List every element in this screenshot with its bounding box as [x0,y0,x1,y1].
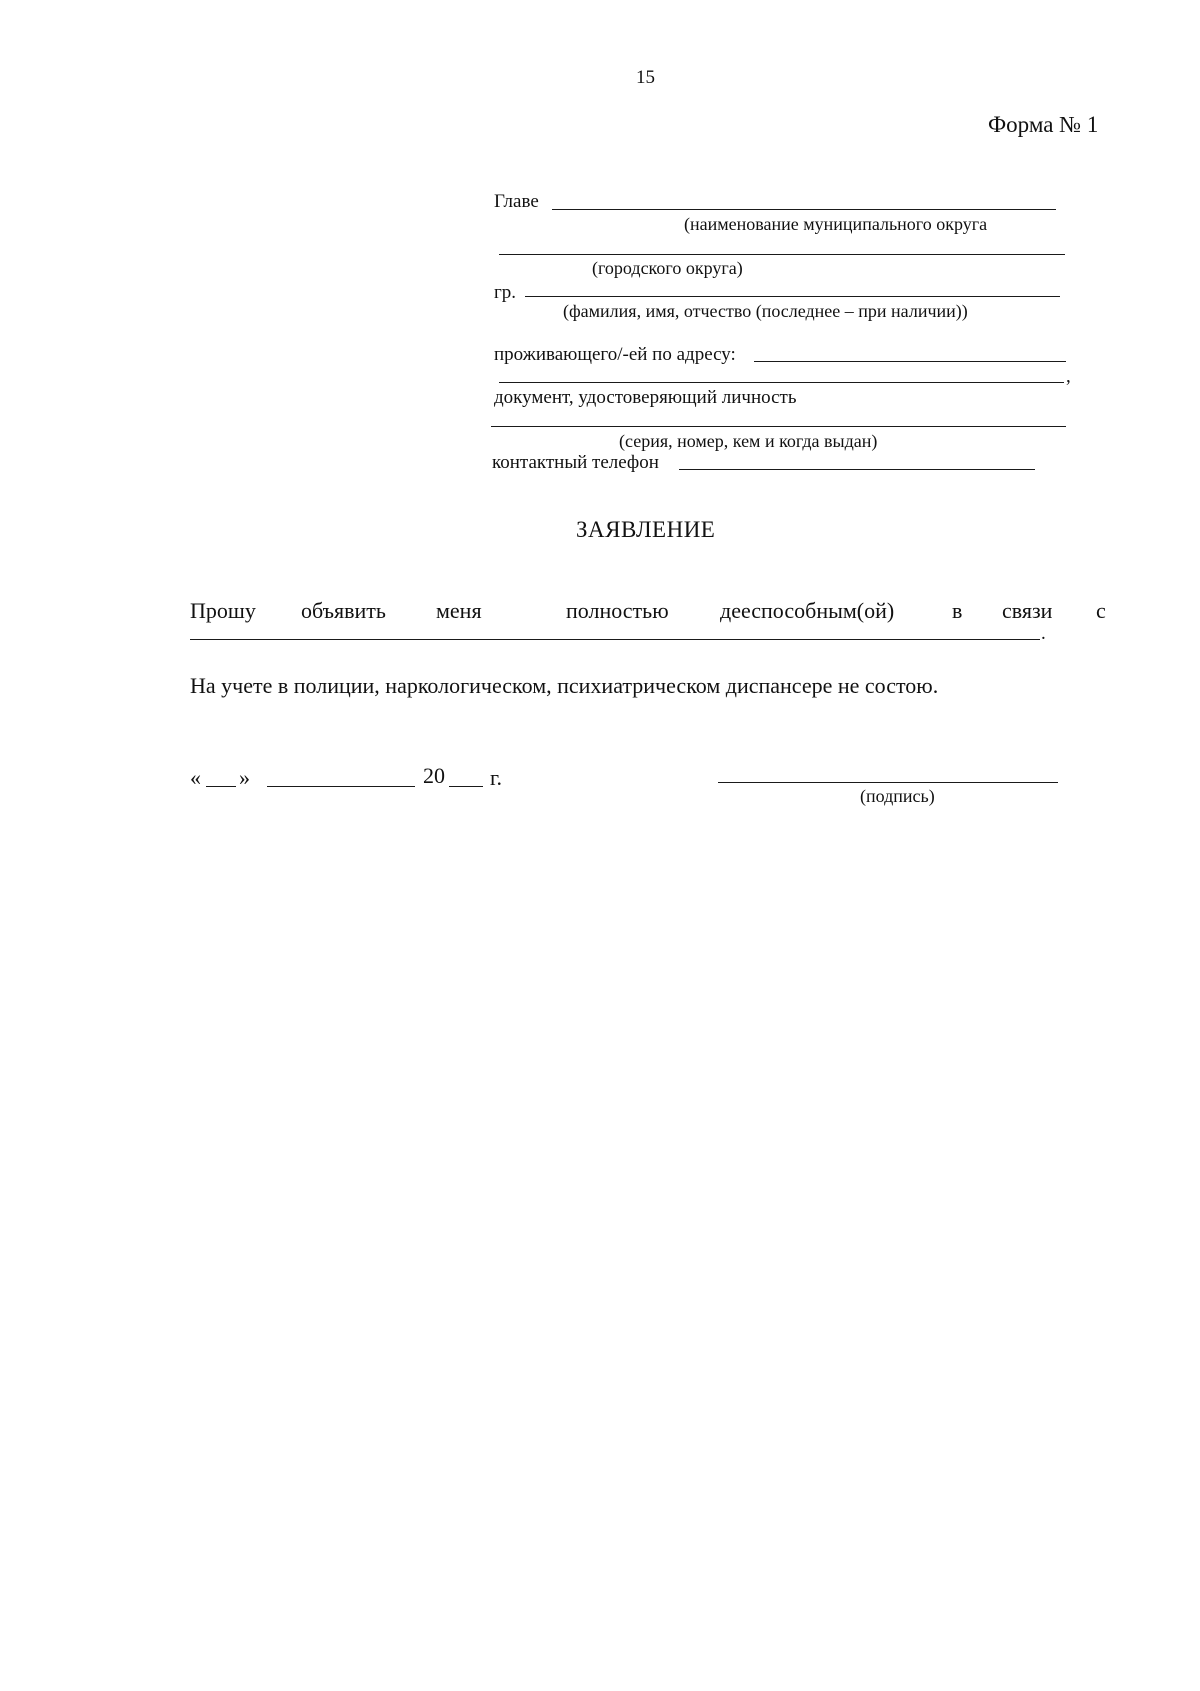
date-month-field[interactable] [267,786,415,787]
applicant-name-field[interactable] [525,296,1060,297]
citizen-label: гр. [494,282,517,303]
municipality-field[interactable] [552,209,1056,210]
id-document-label: документ, удостоверяющий личность [494,387,797,408]
request-word: связи [1002,598,1053,623]
applicant-name-hint: (фамилия, имя, отчество (последнее – при наличии)) [563,301,968,321]
date-close-quote: » [239,765,250,790]
signature-field[interactable] [718,782,1058,783]
address-field[interactable] [754,361,1066,362]
document-title: ЗАЯВЛЕНИЕ [576,517,716,542]
date-year-prefix: 20 [423,763,445,788]
address-field-continued[interactable] [499,382,1064,383]
date-open-quote: « [190,765,201,790]
page-number: 15 [636,67,655,88]
date-year-suffix: г. [490,765,503,790]
municipality-hint: (наименование муниципального округа [684,214,988,234]
request-word: в [952,598,963,623]
request-word: объявить [301,598,386,623]
id-document-hint: (серия, номер, кем и когда выдан) [619,431,878,451]
request-word: меня [436,598,482,623]
reason-field[interactable] [190,639,1040,640]
date-day-field[interactable] [206,786,236,787]
municipality-field-continued[interactable] [499,254,1065,255]
phone-label: контактный телефон [492,452,659,473]
phone-field[interactable] [679,469,1035,470]
reason-end-period: . [1041,623,1046,644]
city-district-hint: (городского округа) [592,258,743,278]
address-label: проживающего/-ей по адресу: [494,344,736,365]
request-word: с [1096,598,1106,623]
address-end-comma: , [1066,366,1071,387]
police-registry-statement: На учете в полиции, наркологическом, психиатрическом диспансере не состою. [190,673,939,698]
request-word: дееспособным(ой) [720,598,895,623]
request-word: Прошу [190,598,256,623]
form-number-label: Форма № 1 [988,112,1099,137]
id-document-field[interactable] [491,426,1066,427]
signature-hint: (подпись) [860,786,935,806]
addressee-label: Главе [494,191,539,212]
date-year-field[interactable] [449,786,483,787]
request-word: полностью [566,598,669,623]
